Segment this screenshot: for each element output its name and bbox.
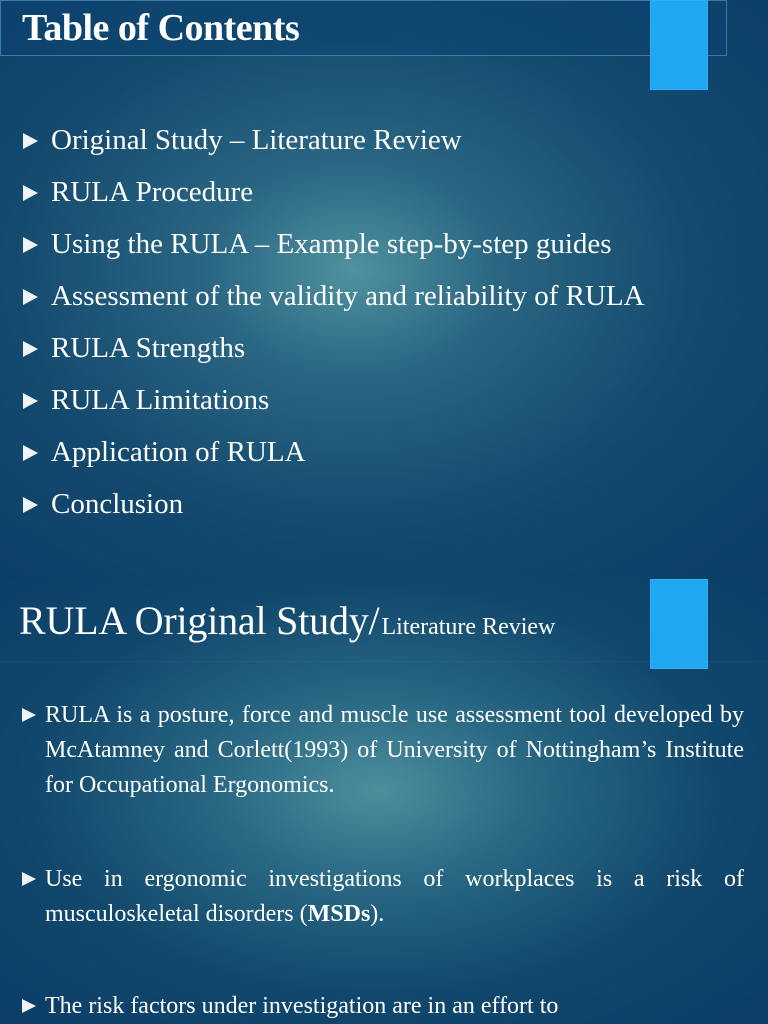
list-item <box>23 322 645 374</box>
triangle-right-icon <box>22 872 36 886</box>
triangle-right-icon <box>23 341 38 357</box>
list-item <box>23 426 645 478</box>
list-item-label: Conclusion <box>51 487 184 520</box>
triangle-right-icon <box>22 708 36 722</box>
triangle-right-icon <box>23 497 38 513</box>
list-item-label: Using the RULA – Example step-by-step guides <box>51 227 612 260</box>
list-item-label: Assessment of the validity and reliability of RULA <box>51 279 645 312</box>
paragraph-text: RULA is a posture, force and muscle use assessment tool developed by McAtamney and Corlett(1993) of University of Nottingham’s Institute for Occupational Ergonomics. <box>45 702 744 798</box>
triangle-right-icon <box>23 289 38 305</box>
list-item-label: RULA Limitations <box>51 383 270 416</box>
list-item-label: RULA Strengths <box>51 331 246 364</box>
accent-block <box>650 0 708 90</box>
paragraph-text-end: ). <box>370 901 385 927</box>
contents-list <box>23 114 645 530</box>
list-item-label: Application of RULA <box>51 435 306 468</box>
paragraph-text: The risk factors under investigation are in an effort to <box>45 993 559 1019</box>
divider <box>0 661 768 662</box>
triangle-right-icon <box>23 393 38 409</box>
list-item <box>23 218 645 270</box>
list-item <box>23 478 645 530</box>
list-item <box>23 166 645 218</box>
list-item-label: RULA Procedure <box>51 175 254 208</box>
triangle-right-icon <box>23 445 38 461</box>
triangle-right-icon <box>23 133 38 149</box>
list-item <box>23 374 645 426</box>
page-title: Table of Contents <box>22 7 300 49</box>
accent-block <box>650 579 708 669</box>
triangle-right-icon <box>23 185 38 201</box>
section-title <box>19 598 556 643</box>
list-item <box>23 114 645 166</box>
section-title-sub: Literature Review <box>381 614 556 640</box>
paragraph <box>22 698 744 803</box>
paragraph-text <box>45 862 744 932</box>
msds-abbreviation: MSDs <box>307 901 371 927</box>
list-item-label: Original Study – Literature Review <box>51 123 462 156</box>
paragraph <box>22 862 744 932</box>
list-item <box>23 270 645 322</box>
section-title-main: RULA Original Study/ <box>19 598 380 643</box>
triangle-right-icon <box>22 999 36 1013</box>
slide-original-study <box>0 575 768 1024</box>
triangle-right-icon <box>23 237 38 253</box>
paragraph <box>22 989 744 1024</box>
paragraph-text-start: Use in ergonomic investigations of workplaces is a risk of musculoskeletal disorders ( <box>45 866 744 927</box>
